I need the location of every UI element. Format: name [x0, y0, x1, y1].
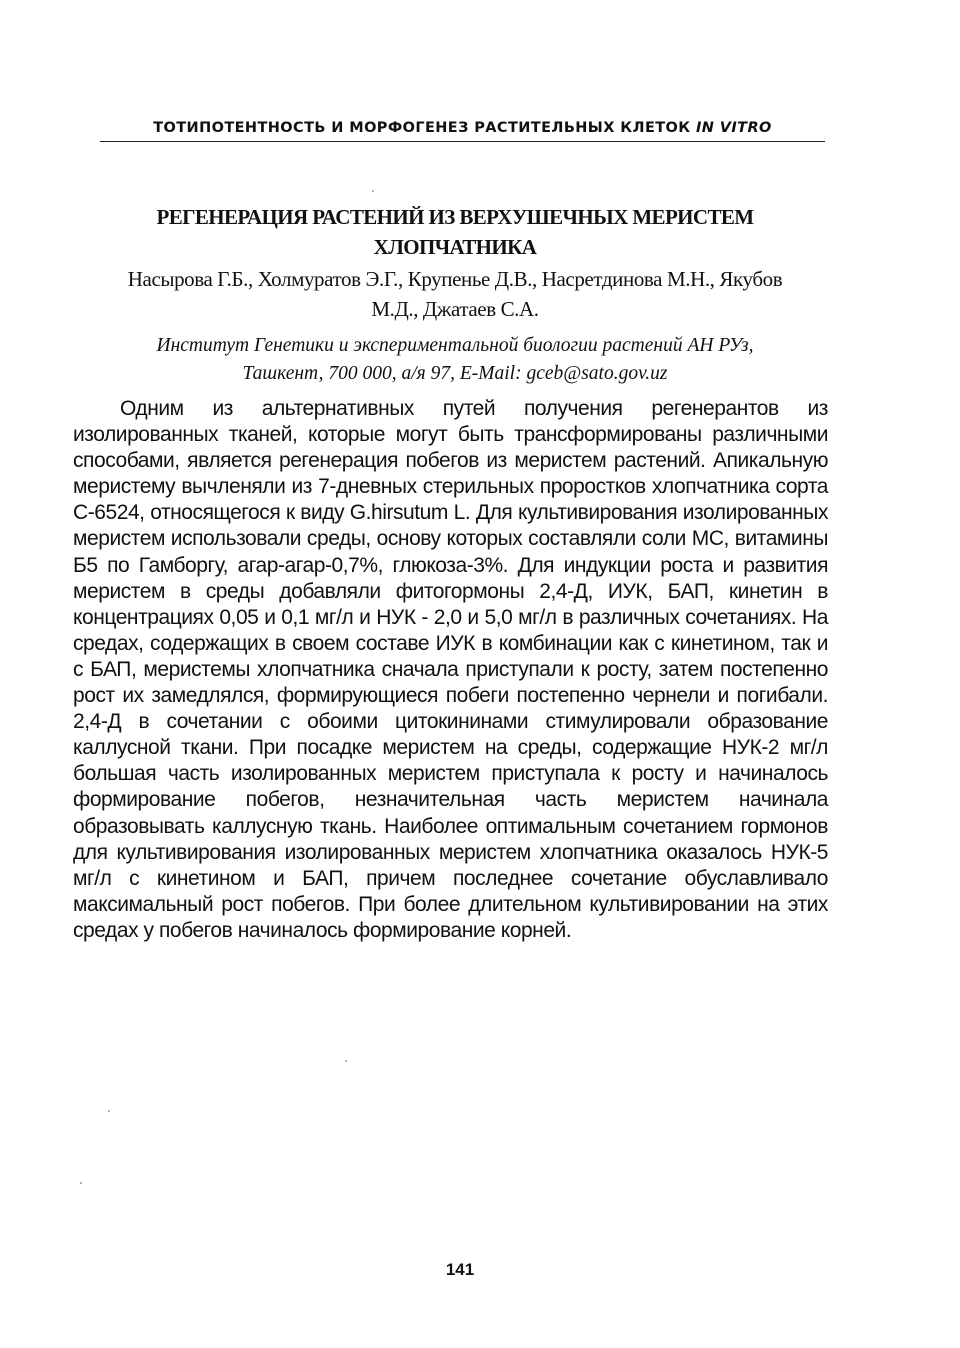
- affiliation-line-2: Ташкент, 700 000, а/я 97, E-Mail: gceb@sato.gov.uz: [242, 363, 668, 384]
- abstract-text: Одним из альтернативных путей получения регенерантов из изолированных тканей, которые могут быть трансформированы различными способами, является регенерация побегов из меристем растений. Апикальную меристему вычленяли из 7-дневных стерильных проростков хлопчатника сорта С-6524, относящегося к виду G.hirsutum L. Для культивирования изолированных меристем использовали среды, основу которых составляли соли МС, витамины Б5 по Гамборгу, агар-агар-0,7%, глюкоза-3%. Для индукции роста и развития меристем в среды добавляли фитогормоны 2,4-Д, ИУК, БАП, кинетин в концентрациях 0,05 и 0,1 мг/л и НУК - 2,0 и 5,0 мг/л в различных сочетаниях. На средах, содержащих в своем составе ИУК в комбинации как с кинетином, так и с БАП, меристемы хлопчатника сначала приступали к росту, затем постепенно рост их замедлялся, формирующиеся побеги постепенно чернели и погибали. 2,4-Д в сочетании с обоими цитокининами стимулировали образование каллусной ткани. При посадке меристем на среды, содержащие НУК-2 мг/л большая часть изолированных меристем приступала к росту и начиналось формирование побегов, незначительная часть меристем начинала образовывать каллусную ткань. Наиболее оптимальным сочетанием гормонов для культивирования изолированных меристем хлопчатника оказалось НУК-5 мг/л с кинетином и БАП, причем последнее сочетание обуславливало максимальный рост побегов. При более длительном культивировании на этих средах у побегов начиналось формирование корней.: [73, 397, 828, 942]
- scan-speck: [372, 190, 374, 192]
- title-line-2: ХЛОПЧАТНИКА: [373, 235, 537, 259]
- scan-speck: [345, 1060, 347, 1062]
- affiliation-line-1: Институт Генетики и экспериментальной биологии растений АН РУз,: [156, 335, 754, 356]
- authors: [75, 264, 835, 324]
- running-header: [100, 120, 825, 142]
- paper-title: [75, 202, 835, 262]
- page-number: 141: [445, 1260, 475, 1279]
- running-header-italic: IN VITRO: [695, 120, 772, 136]
- running-header-text: ТОТИПОТЕНТНОСТЬ И МОРФОГЕНЕЗ РАСТИТЕЛЬНЫХ КЛЕТОК: [153, 120, 696, 136]
- authors-line-1: Насырова Г.Б., Холмуратов Э.Г., Крупенье Д.В., Насретдинова М.Н., Якубов: [127, 267, 783, 291]
- scan-speck: [80, 1182, 82, 1184]
- affiliation: [90, 332, 820, 388]
- title-line-1: РЕГЕНЕРАЦИЯ РАСТЕНИЙ ИЗ ВЕРХУШЕЧНЫХ МЕРИСТЕМ: [156, 205, 754, 229]
- authors-line-2: М.Д., Джатаев С.А.: [371, 297, 539, 321]
- scan-speck: [108, 1110, 110, 1112]
